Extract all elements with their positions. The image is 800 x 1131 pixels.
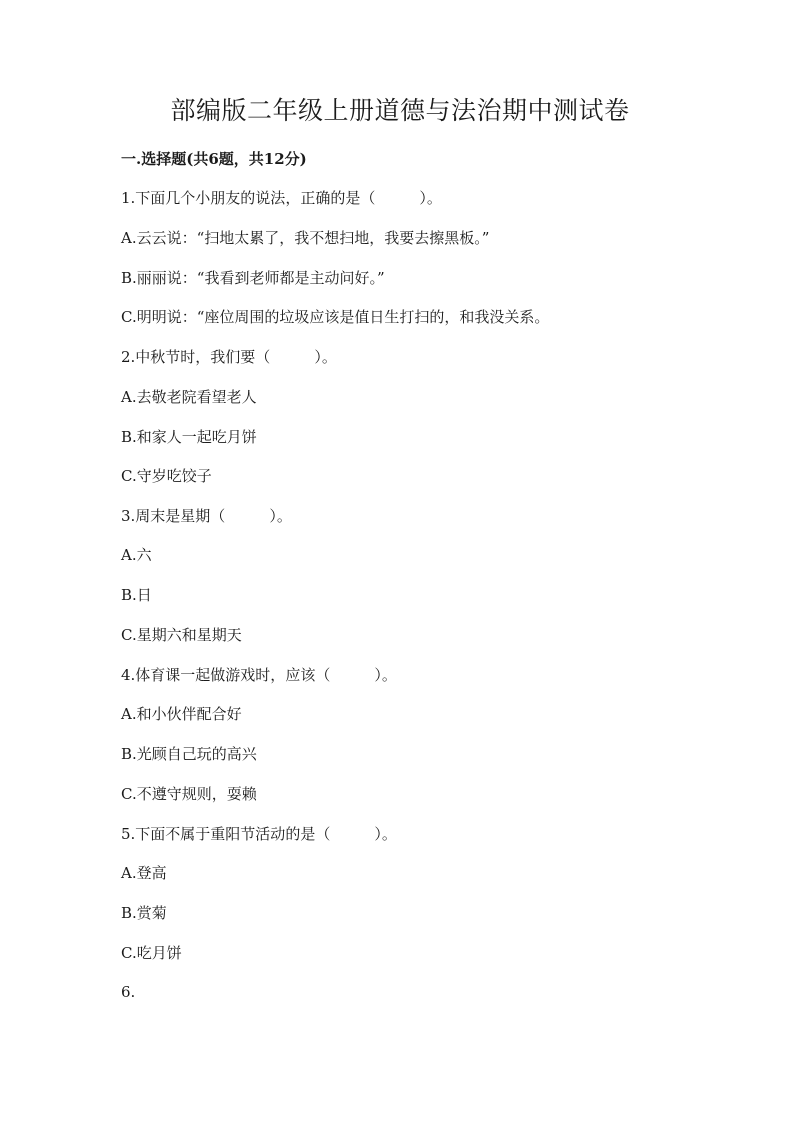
question-1-stem [121, 187, 442, 209]
question-3-stem [121, 505, 292, 527]
question-6-stem [121, 981, 135, 1003]
question-1-option-c: C.明明说：“座位周围的垃圾应该是值日生打扫的，和我没关系。 [121, 308, 550, 326]
question-4-option-b: B.光顾自己玩的高兴 [121, 745, 257, 763]
question-3-option-a: A.六 [121, 546, 152, 564]
question-5-option-a: A.登高 [121, 864, 167, 882]
question-4-stem-after: ）。 [374, 666, 397, 684]
question-6-stem-before: 6. [121, 983, 136, 1001]
question-1-option-a: A.云云说：“扫地太累了，我不想扫地，我要去擦黑板。” [121, 229, 490, 247]
question-5-stem [121, 823, 397, 845]
question-1-option-b: B.丽丽说：“我看到老师都是主动问好。” [121, 269, 385, 287]
question-1-stem-after: ）。 [419, 189, 442, 207]
question-2-option-c: C.守岁吃饺子 [121, 467, 212, 485]
question-3-stem-after: ）。 [269, 507, 292, 525]
question-2-stem-before: 2.中秋节时，我们要（ [121, 348, 271, 366]
question-3-stem-before: 3.周末是星期（ [121, 507, 226, 525]
question-2-stem [121, 346, 337, 368]
question-5-stem-after: ）。 [374, 825, 397, 843]
page-title: 部编版二年级上册道德与法治期中测试卷 [170, 96, 630, 125]
question-3-option-c: C.星期六和星期天 [121, 626, 242, 644]
question-4-option-a: A.和小伙伴配合好 [121, 705, 242, 723]
question-3-option-b: B.日 [121, 586, 152, 604]
question-4-option-c: C.不遵守规则，耍赖 [121, 785, 257, 803]
question-1-stem-before: 1.下面几个小朋友的说法，正确的是（ [121, 189, 376, 207]
question-5-stem-before: 5.下面不属于重阳节活动的是（ [121, 825, 331, 843]
question-2-option-a: A.去敬老院看望老人 [121, 388, 257, 406]
section-heading: 一.选择题(共6题，共12分) [121, 150, 307, 168]
question-2-option-b: B.和家人一起吃月饼 [121, 428, 257, 446]
question-5-option-c: C.吃月饼 [121, 944, 182, 962]
question-4-stem [121, 664, 397, 686]
question-5-option-b: B.赏菊 [121, 904, 167, 922]
question-2-stem-after: ）。 [314, 348, 337, 366]
question-4-stem-before: 4.体育课一起做游戏时，应该（ [121, 666, 331, 684]
